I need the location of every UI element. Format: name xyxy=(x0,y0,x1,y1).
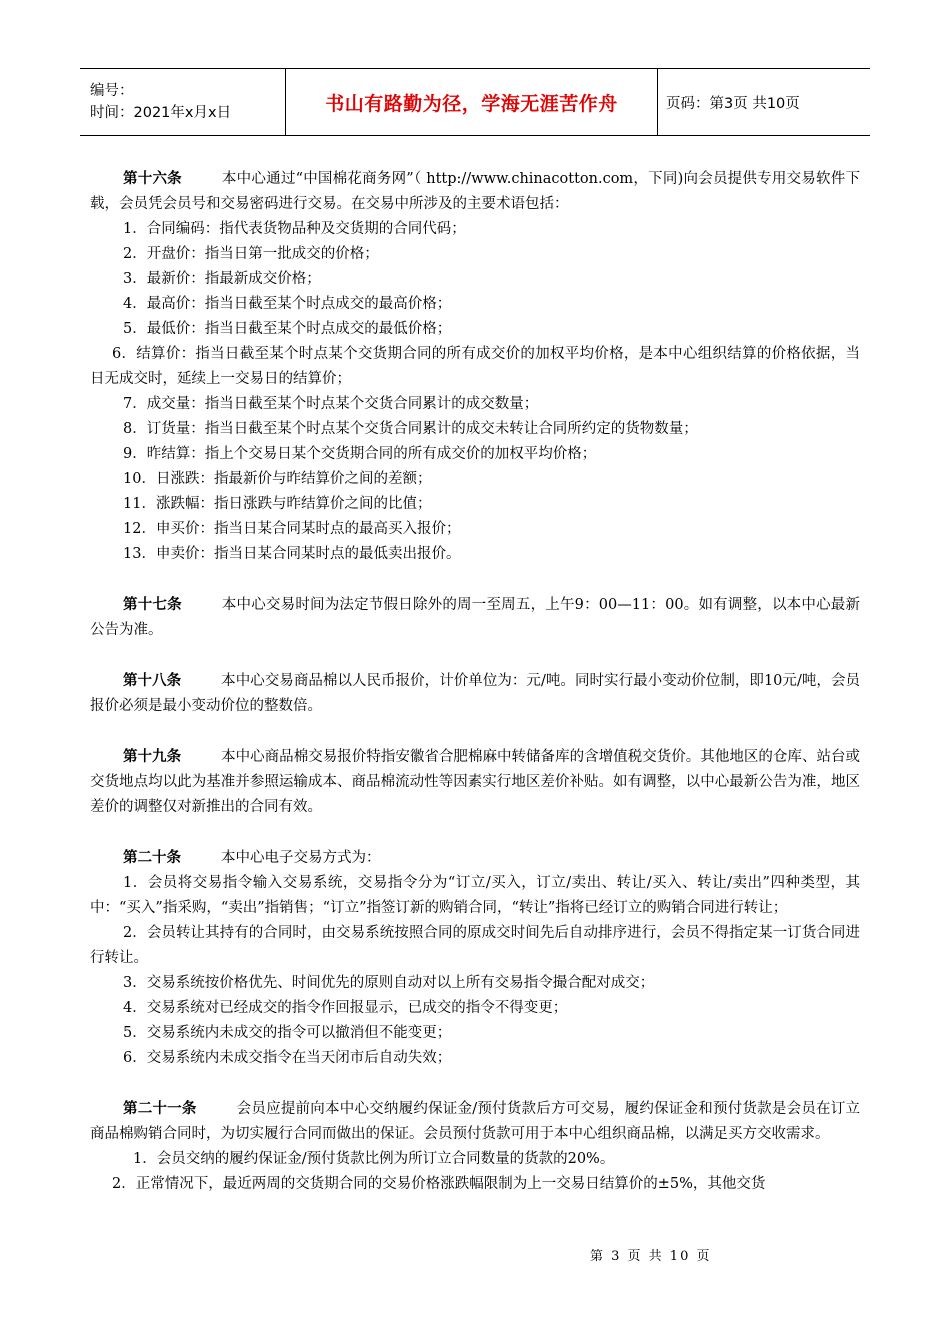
list-item: 9．昨结算：指上个交易日某个交货期合同的所有成交价的加权平均价格； xyxy=(123,446,597,462)
list-item: 5．交易系统内未成交的指令可以撤消但不能变更； xyxy=(123,1025,452,1041)
list-item: 10．日涨跌：指最新价与昨结算价之间的差额； xyxy=(123,471,432,487)
list-item: 8．订货量：指当日截至某个时点某个交货合同累计的成交未转让合同所约定的货物数量； xyxy=(123,421,698,437)
article-text: 本中心交易时间为法定节假日除外的周一至周五，上午9：00—11：00。如有调整，以本中心最新公告为准。 xyxy=(90,597,860,638)
article-title: 第十九条 xyxy=(123,748,182,765)
list-item: 6．交易系统内未成交指令在当天闭市后自动失效； xyxy=(123,1050,452,1066)
list-item: 11．涨跌幅：指日涨跌与昨结算价之间的比值； xyxy=(123,496,432,512)
article-text: 本中心电子交易方式为： xyxy=(221,850,381,866)
header-motto: 书山有路勤为径，学海无涯苦作舟 xyxy=(286,69,658,136)
list-item: 7．成交量：指当日截至某个时点某个交货合同累计的成交数量； xyxy=(123,396,539,412)
list-item: 1．合同编码：指代表货物品种及交货期的合同代码； xyxy=(123,221,466,237)
list-item: 4．交易系统对已经成交的指令作回报显示，已成交的指令不得变更； xyxy=(123,1000,568,1016)
page-header xyxy=(80,68,870,136)
list-item: 12．申买价：指当日某合同某时点的最高买入报价； xyxy=(123,521,461,537)
article-21 xyxy=(90,1096,860,1147)
article-text: 本中心交易商品棉以人民币报价，计价单位为：元/吨。同时实行最小变动价位制，即10元/吨，会员报价必须是最小变动价位的整数倍。 xyxy=(90,673,861,714)
document-body xyxy=(90,166,860,1197)
article-16 xyxy=(90,166,860,217)
article-title: 第二十一条 xyxy=(123,1100,197,1117)
article-19 xyxy=(90,744,860,820)
article-title: 第十六条 xyxy=(123,170,182,187)
article-20 xyxy=(90,845,860,871)
list-item: 4．最高价：指当日截至某个时点成交的最高价格； xyxy=(123,296,452,312)
list-item: 13．申卖价：指当日某合同某时点的最低卖出报价。 xyxy=(123,546,461,562)
list-item: 2．开盘价：指当日第一批成交的价格； xyxy=(123,246,379,262)
time-label: 时间：2021年x月x日 xyxy=(90,105,232,121)
page-footer: 第 3 页 共 10 页 xyxy=(590,1249,712,1264)
article-18 xyxy=(90,668,860,719)
article-17 xyxy=(90,592,860,643)
article-text: 本中心商品棉交易报价特指安徽省合肥棉麻中转储备库的含增值税交货价。其他地区的仓库、站台或交货地点均以此为基准并参照运输成本、商品棉流动性等因素实行地区差价补贴。如有调整，以中心最新公告为准，地区差价的调整仅对新推出的合同有效。 xyxy=(90,749,861,815)
article-text: 会员应提前向本中心交纳履约保证金/预付货款后方可交易，履约保证金和预付货款是会员在订立商品棉购销合同时，为切实履行合同而做出的保证。会员预付货款可用于本中心组织商品棉，以满足买方交收需求。 xyxy=(90,1101,861,1142)
list-item: 6．结算价：指当日截至某个时点某个交货期合同的所有成交价的加权平均价格，是本中心组织结算的价格依据，当日无成交时，延续上一交易日的结算价； xyxy=(90,346,860,387)
article-title: 第二十条 xyxy=(123,849,181,866)
header-page-info: 页码：第3页 共10页 xyxy=(658,69,871,136)
code-label: 编号： xyxy=(90,83,134,99)
list-item: 3．交易系统按价格优先、时间优先的原则自动对以上所有交易指令撮合配对成交； xyxy=(123,975,655,991)
list-item: 5．最低价：指当日截至某个时点成交的最低价格； xyxy=(123,321,452,337)
article-text: 本中心通过“中国棉花商务网”（ http://www.chinacotton.com，下同)向会员提供专用交易软件下载，会员凭会员号和交易密码进行交易。在交易中所涉及的主要术语包括： xyxy=(90,171,860,212)
list-item: 1．会员将交易指令输入交易系统，交易指令分为“订立/买入，订立/卖出、转让/买入、转让/卖出”四种类型，其中：“买入”指采购，“卖出”指销售；“订立”指签订新的购销合同，“转让”指将已经订立的购销合同进行转让； xyxy=(90,875,860,916)
article-title: 第十七条 xyxy=(123,596,182,613)
list-item: 3．最新价：指最新成交价格； xyxy=(123,271,321,287)
list-item: 1．会员交纳的履约保证金/预付货款比例为所订立合同数量的货款的20%。 xyxy=(133,1151,615,1167)
article-title: 第十八条 xyxy=(123,672,182,689)
header-meta xyxy=(80,69,286,136)
list-item: 2．会员转让其持有的合同时，由交易系统按照合同的原成交时间先后自动排序进行，会员不得指定某一订货合同进行转让。 xyxy=(90,925,860,966)
list-item: 2．正常情况下，最近两周的交货期合同的交易价格涨跌幅限制为上一交易日结算价的±5%，其他交货 xyxy=(112,1176,766,1192)
